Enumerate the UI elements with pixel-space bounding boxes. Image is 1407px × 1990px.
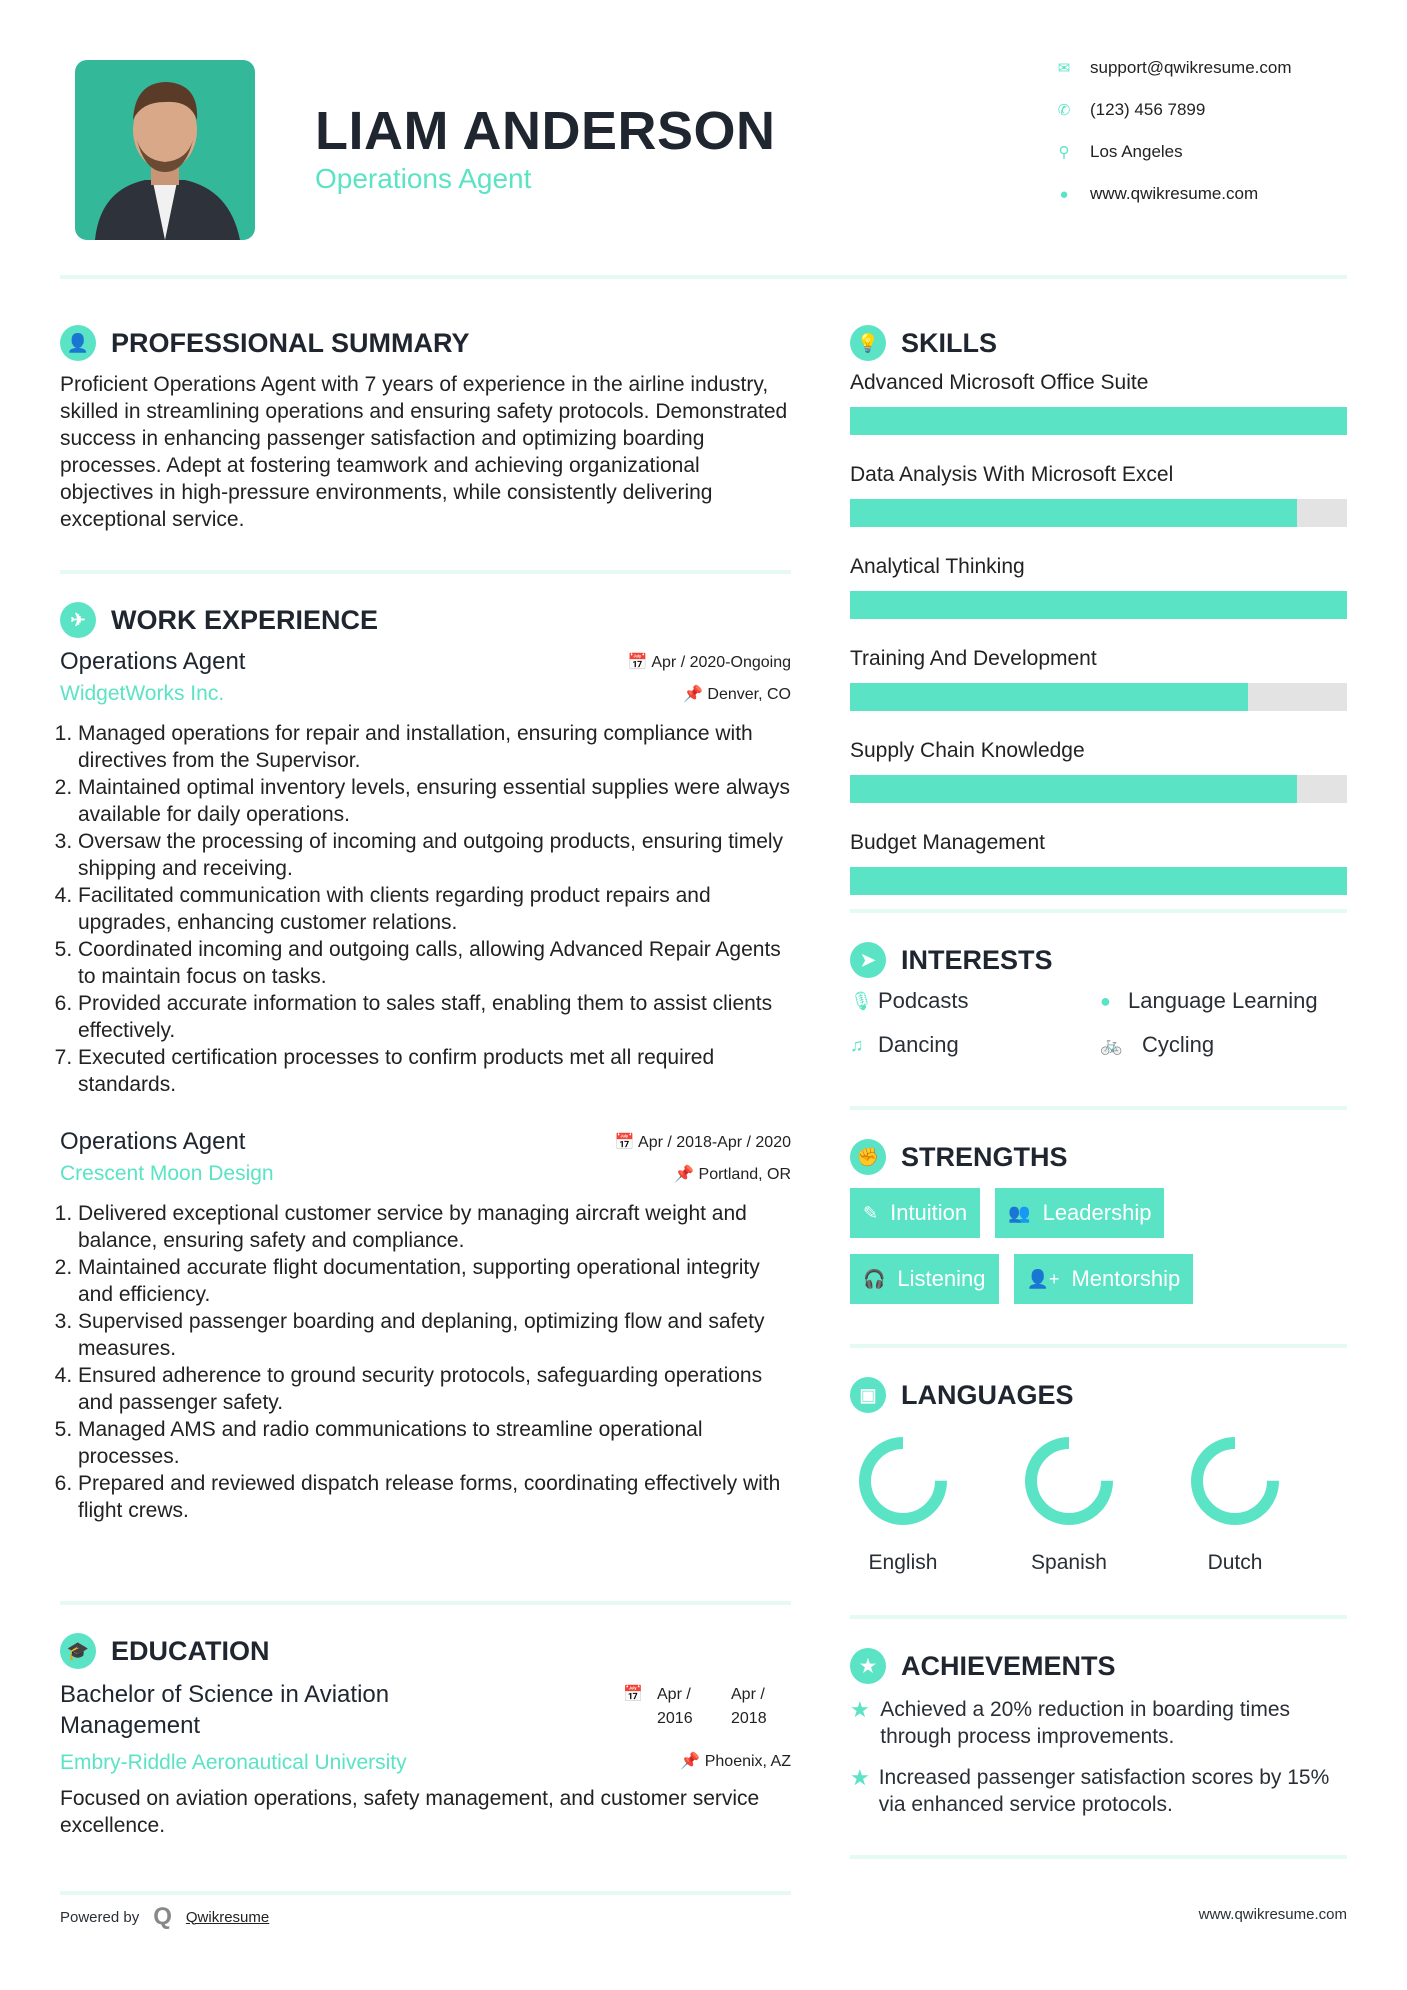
skill-item xyxy=(850,463,1347,527)
job-bullet: 1. Managed operations for repair and installation, ensuring compliance with directives from the Supervisor. xyxy=(78,720,791,774)
edu-location-text: Phoenix, AZ xyxy=(704,1753,791,1770)
skill-item xyxy=(850,739,1347,803)
job-bullet: 1. Delivered exceptional customer service by managing aircraft weight and balance, ensuring safety and compliance. xyxy=(78,1200,791,1254)
heading-text: STRENGTHS xyxy=(901,1141,1068,1172)
interest-label: Cycling xyxy=(1142,1032,1215,1057)
location-text: Los Angeles xyxy=(1090,142,1183,161)
pin-icon: 📌 xyxy=(683,686,708,703)
section-heading xyxy=(850,1377,1347,1413)
skill-bar xyxy=(850,591,1347,619)
heading-text: WORK EXPERIENCE xyxy=(111,604,379,635)
star-icon: ★ xyxy=(850,1697,870,1722)
paper-plane-icon: ➤ xyxy=(850,942,886,978)
footer-url[interactable]: www.qwikresume.com xyxy=(1198,1906,1347,1923)
job-bullet: 6. Prepared and reviewed dispatch release forms, coordinating effectively with flight crews. xyxy=(78,1470,791,1524)
job-bullet: 5. Coordinated incoming and outgoing calls, allowing Advanced Repair Agents to maintain focus on tasks. xyxy=(78,936,791,990)
language-item xyxy=(1009,1431,1129,1575)
language-item xyxy=(1175,1431,1295,1575)
job-location xyxy=(674,1164,791,1184)
job-dates xyxy=(615,1132,791,1152)
calendar-icon: 📅 xyxy=(614,1134,639,1151)
languages-section xyxy=(850,1377,1347,1575)
skill-label: Training And Development xyxy=(850,647,1097,670)
language-ring xyxy=(853,1431,953,1531)
contact-email[interactable] xyxy=(1055,58,1292,78)
strengths-section xyxy=(850,1139,1347,1304)
heading-text: PROFESSIONAL SUMMARY xyxy=(111,327,470,358)
contact-website[interactable] xyxy=(1055,184,1258,204)
skill-bar-fill xyxy=(850,867,1347,895)
skill-item xyxy=(850,647,1347,711)
candidate-name: LIAM ANDERSON xyxy=(315,101,776,161)
skill-label: Data Analysis With Microsoft Excel xyxy=(850,463,1174,486)
job-bullets xyxy=(60,1200,791,1524)
heading-text: EDUCATION xyxy=(111,1635,270,1666)
language-label: English xyxy=(868,1551,938,1574)
interest-label: Dancing xyxy=(878,1032,959,1057)
job-location xyxy=(683,684,791,704)
job-location-text: Portland, OR xyxy=(698,1166,791,1183)
heading-text: INTERESTS xyxy=(901,944,1053,975)
job-dates xyxy=(628,652,791,672)
contact-location xyxy=(1055,142,1183,162)
skill-item xyxy=(850,555,1347,619)
users-icon: 👥 xyxy=(1008,1202,1031,1223)
skills-section xyxy=(850,325,1347,895)
skill-label: Budget Management xyxy=(850,831,1045,854)
language-ring xyxy=(1185,1431,1285,1531)
pin-icon: 📌 xyxy=(674,1166,699,1183)
achievements-section xyxy=(850,1648,1347,1818)
star-badge-icon: ★ xyxy=(850,1648,886,1684)
divider xyxy=(60,1891,791,1895)
edu-location xyxy=(680,1751,791,1775)
tag-label: Leadership xyxy=(1042,1200,1152,1225)
job-bullet: 5. Managed AMS and radio communications to streamline operational processes. xyxy=(78,1416,791,1470)
job-title: Operations Agent xyxy=(60,1128,246,1155)
divider xyxy=(60,570,791,574)
user-plus-icon: 👤+ xyxy=(1026,1268,1060,1289)
briefcase-icon: ✈ xyxy=(60,602,96,638)
divider xyxy=(60,1601,791,1605)
interest-label: Language Learning xyxy=(1128,988,1318,1013)
summary-text: Proficient Operations Agent with 7 years of experience in the airline industry, skilled in streamlining operations and ensuring safety protocols. Demonstrated success in enhancing passenger satisfaction and optimizing boarding processes. Adept at fostering teamwork and achieving organizational objectives in high-pressure environments, while consistently delivering exceptional service. xyxy=(60,373,788,531)
tag-label: Mentorship xyxy=(1071,1266,1181,1291)
skill-bar-fill xyxy=(850,407,1347,435)
phone-icon: ✆ xyxy=(1057,102,1071,119)
edu-start: Apr / 2016 xyxy=(657,1686,693,1727)
skill-bar xyxy=(850,499,1347,527)
achievement-item xyxy=(850,1696,1347,1750)
profile-photo xyxy=(75,60,255,240)
section-heading xyxy=(60,1633,791,1669)
phone-text: (123) 456 7899 xyxy=(1090,100,1206,119)
job-bullet: 6. Provided accurate information to sales staff, enabling them to assist clients effectively. xyxy=(78,990,791,1044)
job-dates-text: Apr / 2018-Apr / 2020 xyxy=(638,1134,791,1151)
heading-text: SKILLS xyxy=(901,327,998,358)
fist-icon: ✊ xyxy=(850,1139,886,1175)
heading-text: ACHIEVEMENTS xyxy=(901,1650,1116,1681)
candidate-title: Operations Agent xyxy=(315,163,532,194)
job-entry xyxy=(60,648,791,1098)
brand-link[interactable]: Qwikresume xyxy=(185,1908,270,1926)
skill-bar xyxy=(850,407,1347,435)
achievement-text: Achieved a 20% reduction in boarding times through process improvements. xyxy=(880,1698,1290,1748)
calendar-icon: 📅 xyxy=(627,654,652,671)
footer-powered xyxy=(60,1903,269,1931)
skill-bar-fill xyxy=(850,683,1248,711)
user-icon: 👤 xyxy=(60,325,96,361)
job-bullet: 3. Oversaw the processing of incoming and outgoing products, ensuring timely shipping and receiving. xyxy=(78,828,791,882)
job-bullet: 4. Ensured adherence to ground security protocols, safeguarding operations and passenger safety. xyxy=(78,1362,791,1416)
microphone-icon: 🎙 xyxy=(850,990,873,1011)
strength-tag xyxy=(995,1188,1164,1238)
music-note-icon: ♫ xyxy=(850,1034,864,1055)
language-ring-arc xyxy=(865,1443,941,1519)
section-heading xyxy=(850,1139,1347,1175)
education-section xyxy=(60,1633,791,1839)
section-heading xyxy=(850,942,1347,978)
section-heading xyxy=(60,325,791,361)
divider xyxy=(850,1615,1347,1619)
skill-label: Supply Chain Knowledge xyxy=(850,739,1085,762)
company-name: Crescent Moon Design xyxy=(60,1162,274,1185)
email-text: support@qwikresume.com xyxy=(1090,58,1292,77)
map-pin-icon: ⚲ xyxy=(1058,144,1070,161)
headphones-icon: 🎧 xyxy=(863,1268,886,1289)
pin-icon: 📌 xyxy=(680,1753,705,1770)
qwikresume-logo-icon: Q xyxy=(153,1903,172,1930)
heading-text: LANGUAGES xyxy=(901,1379,1074,1410)
globe-icon: ● xyxy=(1100,990,1111,1011)
language-ring-arc xyxy=(1031,1443,1107,1519)
skill-bar-fill xyxy=(850,775,1297,803)
work-section xyxy=(60,602,791,1524)
contact-phone[interactable] xyxy=(1055,100,1205,120)
interest-label: Podcasts xyxy=(878,988,969,1013)
job-bullet: 2. Maintained accurate flight documentation, supporting operational integrity and efficiency. xyxy=(78,1254,791,1308)
star-icon: ★ xyxy=(850,1765,870,1790)
edu-end: Apr / 2018 xyxy=(731,1686,767,1727)
job-title: Operations Agent xyxy=(60,648,246,675)
language-label: Spanish xyxy=(1031,1551,1107,1574)
job-bullet: 7. Executed certification processes to confirm products met all required standards. xyxy=(78,1044,791,1098)
strength-tag xyxy=(850,1254,999,1304)
language-label: Dutch xyxy=(1207,1551,1263,1574)
calendar-icon: 📅 xyxy=(623,1686,643,1703)
magic-wand-icon: ✎ xyxy=(863,1202,879,1223)
globe-icon: ● xyxy=(1059,185,1069,203)
degree: Bachelor of Science in Aviation Management xyxy=(60,1681,390,1739)
company-name: WidgetWorks Inc. xyxy=(60,682,225,705)
skill-item xyxy=(850,831,1347,895)
language-item xyxy=(843,1431,963,1575)
strength-tag xyxy=(1014,1254,1194,1304)
divider xyxy=(850,1344,1347,1348)
divider xyxy=(850,909,1347,913)
school: Embry-Riddle Aeronautical University xyxy=(60,1751,407,1774)
summary-section xyxy=(60,325,791,533)
lightbulb-icon: 💡 xyxy=(850,325,886,361)
achievement-item xyxy=(850,1764,1347,1818)
skill-bar xyxy=(850,775,1347,803)
interest-item xyxy=(1100,988,1350,1014)
skill-label: Analytical Thinking xyxy=(850,555,1025,578)
interests-section xyxy=(850,942,1347,1058)
language-ring xyxy=(1019,1431,1119,1531)
divider xyxy=(850,1106,1347,1110)
skill-bar-fill xyxy=(850,591,1347,619)
job-location-text: Denver, CO xyxy=(707,686,791,703)
language-ring-arc xyxy=(1197,1443,1273,1519)
divider xyxy=(850,1855,1347,1859)
tag-label: Intuition xyxy=(890,1200,968,1225)
job-bullet: 2. Maintained optimal inventory levels, ensuring essential supplies were always available for daily operations. xyxy=(78,774,791,828)
skill-bar xyxy=(850,867,1347,895)
language-icon: ▣ xyxy=(850,1377,886,1413)
skill-bar xyxy=(850,683,1347,711)
edu-description: Focused on aviation operations, safety management, and customer service excellence. xyxy=(60,1787,760,1837)
interest-item xyxy=(850,988,1100,1014)
tag-label: Listening xyxy=(897,1266,986,1291)
section-heading xyxy=(850,1648,1347,1684)
interest-item xyxy=(850,1032,1100,1058)
section-heading xyxy=(60,602,791,638)
job-entry xyxy=(60,1128,791,1524)
job-bullet: 4. Facilitated communication with clients regarding product repairs and upgrades, enhancing customer relations. xyxy=(78,882,791,936)
section-heading xyxy=(850,325,1347,361)
website-text: www.qwikresume.com xyxy=(1090,184,1259,203)
interest-item xyxy=(1100,1032,1350,1058)
powered-by-text: Powered by xyxy=(60,1908,140,1926)
strength-tag xyxy=(850,1188,980,1238)
header-divider xyxy=(60,275,1347,279)
skill-label: Advanced Microsoft Office Suite xyxy=(850,371,1149,394)
job-dates-text: Apr / 2020-Ongoing xyxy=(651,654,791,671)
skill-bar-fill xyxy=(850,499,1297,527)
bicycle-icon: 🚲 xyxy=(1100,1034,1123,1055)
job-bullet: 3. Supervised passenger boarding and deplaning, optimizing flow and safety measures. xyxy=(78,1308,791,1362)
envelope-icon: ✉ xyxy=(1057,60,1071,77)
graduation-icon: 🎓 xyxy=(60,1633,96,1669)
job-bullets xyxy=(60,720,791,1098)
achievement-text: Increased passenger satisfaction scores by 15% via enhanced service protocols. xyxy=(878,1766,1330,1816)
skill-item xyxy=(850,371,1347,435)
